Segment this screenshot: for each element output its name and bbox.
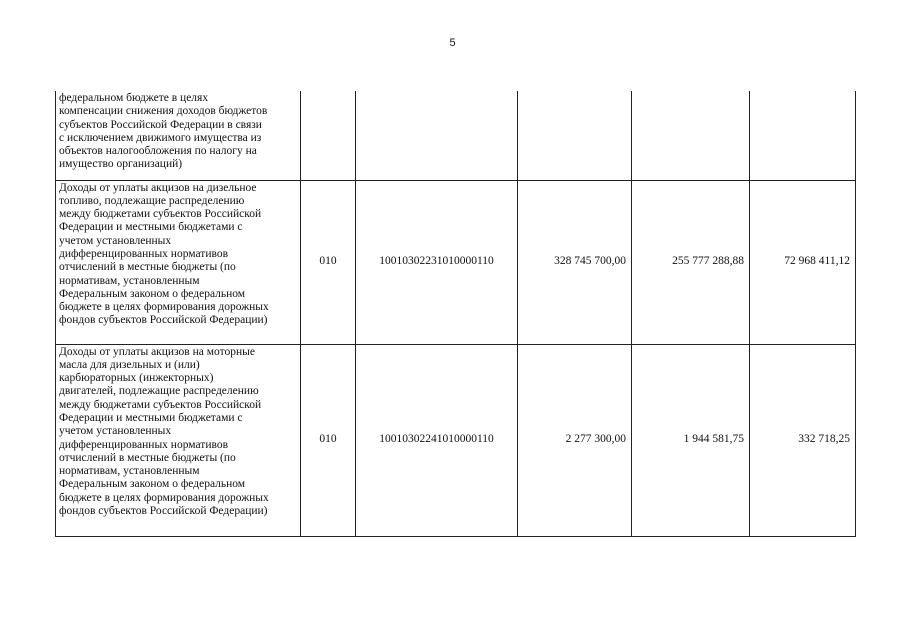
- not-executed-cell: 332 718,25: [750, 344, 856, 536]
- description-line: отчислений в местные бюджеты (по: [59, 261, 236, 274]
- not-executed-cell: 72 968 411,12: [750, 180, 856, 344]
- description-line: Доходы от уплаты акцизов на дизельное: [59, 181, 257, 194]
- description-line: Доходы от уплаты акцизов на моторные: [59, 345, 255, 358]
- description-line: с исключением движимого имущества из: [59, 131, 262, 144]
- description-cell: [56, 91, 301, 180]
- description-line: нормативам, установленным: [59, 465, 200, 478]
- description-line: учетом установленных: [59, 425, 172, 438]
- not-executed-cell: [750, 91, 856, 180]
- description-line: фондов субъектов Российской Федерации): [59, 505, 268, 518]
- description-line: карбюраторных (инжекторных): [59, 372, 214, 385]
- description-line: фондов субъектов Российской Федерации): [59, 314, 268, 327]
- approved-cell: 2 277 300,00: [518, 344, 632, 536]
- description-line: объектов налогообложения по налогу на: [59, 145, 257, 158]
- description-line: Федерации и местными бюджетами с: [59, 411, 243, 424]
- description-line: топливо, подлежащие распределению: [59, 194, 245, 207]
- table-row: [56, 180, 856, 344]
- line-code-cell: 010: [301, 344, 356, 536]
- kbk-cell: [356, 91, 518, 180]
- description-cell: [56, 344, 301, 536]
- approved-cell: [518, 91, 632, 180]
- description-line: дифференцированных нормативов: [59, 438, 229, 451]
- description-line: между бюджетами субъектов Российской: [59, 208, 262, 221]
- kbk-cell: 10010302241010000110: [356, 344, 518, 536]
- executed-cell: [632, 91, 750, 180]
- table-row: [56, 91, 856, 180]
- description-line: двигателей, подлежащие распределению: [59, 385, 259, 398]
- description-line: нормативам, установленным: [59, 274, 200, 287]
- line-code-cell: [301, 91, 356, 180]
- description-line: федеральном бюджете в целях: [59, 92, 209, 104]
- income-table: [55, 91, 856, 537]
- description-line: бюджете в целях формирования дорожных: [59, 491, 269, 504]
- description-line: между бюджетами субъектов Российской: [59, 398, 262, 411]
- approved-cell: 328 745 700,00: [518, 180, 632, 344]
- description-line: учетом установленных: [59, 234, 172, 247]
- description-line: Федеральным законом о федеральном: [59, 287, 246, 300]
- description-line: имущество организаций): [59, 158, 183, 171]
- description-line: Федеральным законом о федеральном: [59, 478, 246, 491]
- line-code-cell: 010: [301, 180, 356, 344]
- description-line: масла для дизельных и (или): [59, 358, 200, 371]
- table-row: [56, 344, 856, 536]
- executed-cell: 1 944 581,75: [632, 344, 750, 536]
- kbk-cell: 10010302231010000110: [356, 180, 518, 344]
- executed-cell: 255 777 288,88: [632, 180, 750, 344]
- page-number: 5: [449, 37, 456, 49]
- description-cell: [56, 180, 301, 344]
- description-line: субъектов Российской Федерации в связи: [59, 118, 262, 131]
- description-line: Федерации и местными бюджетами с: [59, 221, 243, 234]
- description-line: отчислений в местные бюджеты (по: [59, 451, 236, 464]
- description-line: компенсации снижения доходов бюджетов: [59, 105, 268, 118]
- description-line: дифференцированных нормативов: [59, 247, 229, 260]
- description-line: бюджете в целях формирования дорожных: [59, 301, 269, 314]
